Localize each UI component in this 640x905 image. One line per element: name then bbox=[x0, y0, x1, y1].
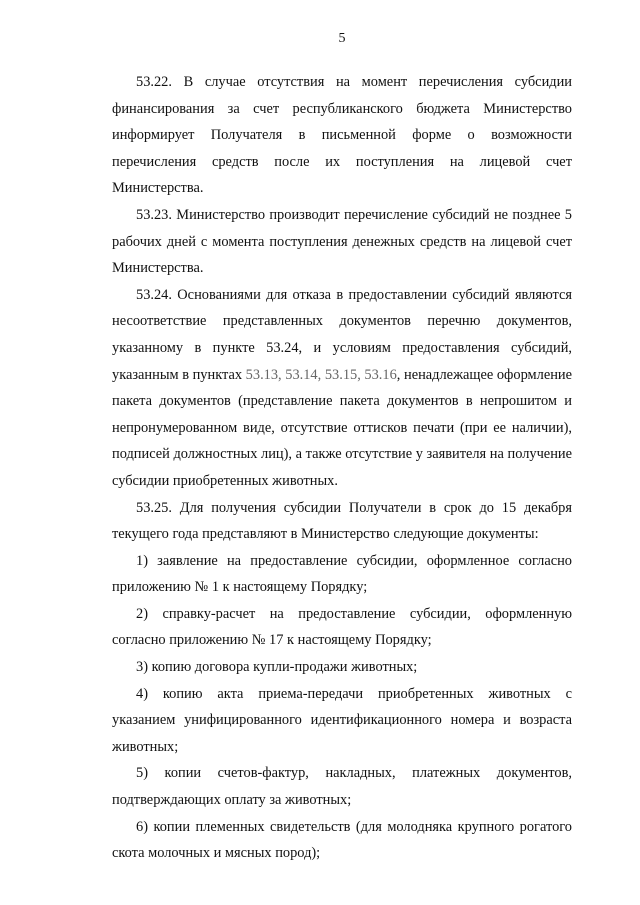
list-item-2 bbox=[112, 601, 572, 654]
list-item-3 bbox=[112, 654, 572, 681]
text-line: 2) справку-расчет на предоставление субсидии, оформленную bbox=[136, 605, 572, 622]
list-item-6 bbox=[112, 814, 572, 867]
text-line-with-refs bbox=[112, 362, 572, 389]
text-line: 53.25. Для получения субсидии Получатели в срок до 15 декабря bbox=[136, 499, 572, 516]
text-line: 3) копию договора купли-продажи животных; bbox=[136, 659, 418, 676]
paragraph-53-22 bbox=[112, 69, 572, 202]
text-line: животных; bbox=[112, 738, 179, 755]
list-item-1 bbox=[112, 548, 572, 601]
text-line: несоответствие представленных документов перечню документов, bbox=[112, 313, 572, 330]
text-line: информирует Получателя в письменной форме о возможности bbox=[112, 127, 572, 144]
page-number: 5 bbox=[338, 31, 346, 46]
text-line: 4) копию акта приема-передачи приобретенных животных с bbox=[136, 685, 572, 702]
text-fragment: , ненадлежащее оформление bbox=[396, 366, 573, 383]
text-line: 6) копии племенных свидетельств (для молодняка крупного рогатого bbox=[136, 818, 572, 835]
text-line: подписей должностных лиц), а также отсутствие у заявителя на получение bbox=[112, 446, 572, 463]
text-line: Министерства. bbox=[112, 180, 204, 197]
text-line: рабочих дней с момента поступления денежных средств на лицевой счет bbox=[112, 233, 572, 250]
text-line: Министерства. bbox=[112, 260, 204, 277]
paragraph-53-23 bbox=[112, 202, 572, 282]
text-line: финансирования за счет республиканского бюджета Министерство bbox=[112, 100, 572, 117]
text-line: скота молочных и мясных пород); bbox=[112, 845, 321, 862]
text-line: перечисления средств после их поступления на лицевой счет bbox=[112, 153, 572, 170]
text-line: пакета документов (представление пакета документов в непрошитом и bbox=[112, 393, 572, 410]
text-line: текущего года представляют в Министерство следующие документы: bbox=[112, 526, 539, 543]
text-line: указанием унифицированного идентификационного номера и возраста bbox=[112, 712, 572, 729]
paragraph-53-24 bbox=[112, 282, 572, 495]
list-item-4 bbox=[112, 681, 572, 761]
text-line: непронумерованном виде, отсутствие оттисков печати (при ее наличии), bbox=[112, 419, 572, 436]
text-line: 53.24. Основаниями для отказа в предоставлении субсидий являются bbox=[136, 286, 572, 303]
text-line: 53.22. В случае отсутствия на момент перечисления субсидии bbox=[136, 74, 572, 90]
list-item-5 bbox=[112, 760, 572, 813]
text-line: указанному в пункте 53.24, и условиям предоставления субсидий, bbox=[112, 339, 572, 356]
text-line: приложению № 1 к настоящему Порядку; bbox=[112, 579, 368, 596]
text-line: 5) копии счетов-фактур, накладных, платежных документов, bbox=[136, 765, 572, 782]
text-line: согласно приложению № 17 к настоящему Порядку; bbox=[112, 632, 432, 649]
text-line: 1) заявление на предоставление субсидии, оформленное согласно bbox=[136, 552, 572, 569]
document-page bbox=[112, 30, 572, 867]
paragraph-53-25 bbox=[112, 495, 572, 548]
clause-references-link[interactable]: 53.13, 53.14, 53.15, 53.16 bbox=[245, 366, 397, 383]
text-line: субсидии приобретенных животных. bbox=[112, 472, 338, 489]
text-fragment: указанным в пунктах bbox=[112, 366, 246, 383]
text-line: подтверждающих оплату за животных; bbox=[112, 792, 352, 809]
text-line: 53.23. Министерство производит перечисление субсидий не позднее 5 bbox=[136, 206, 572, 223]
